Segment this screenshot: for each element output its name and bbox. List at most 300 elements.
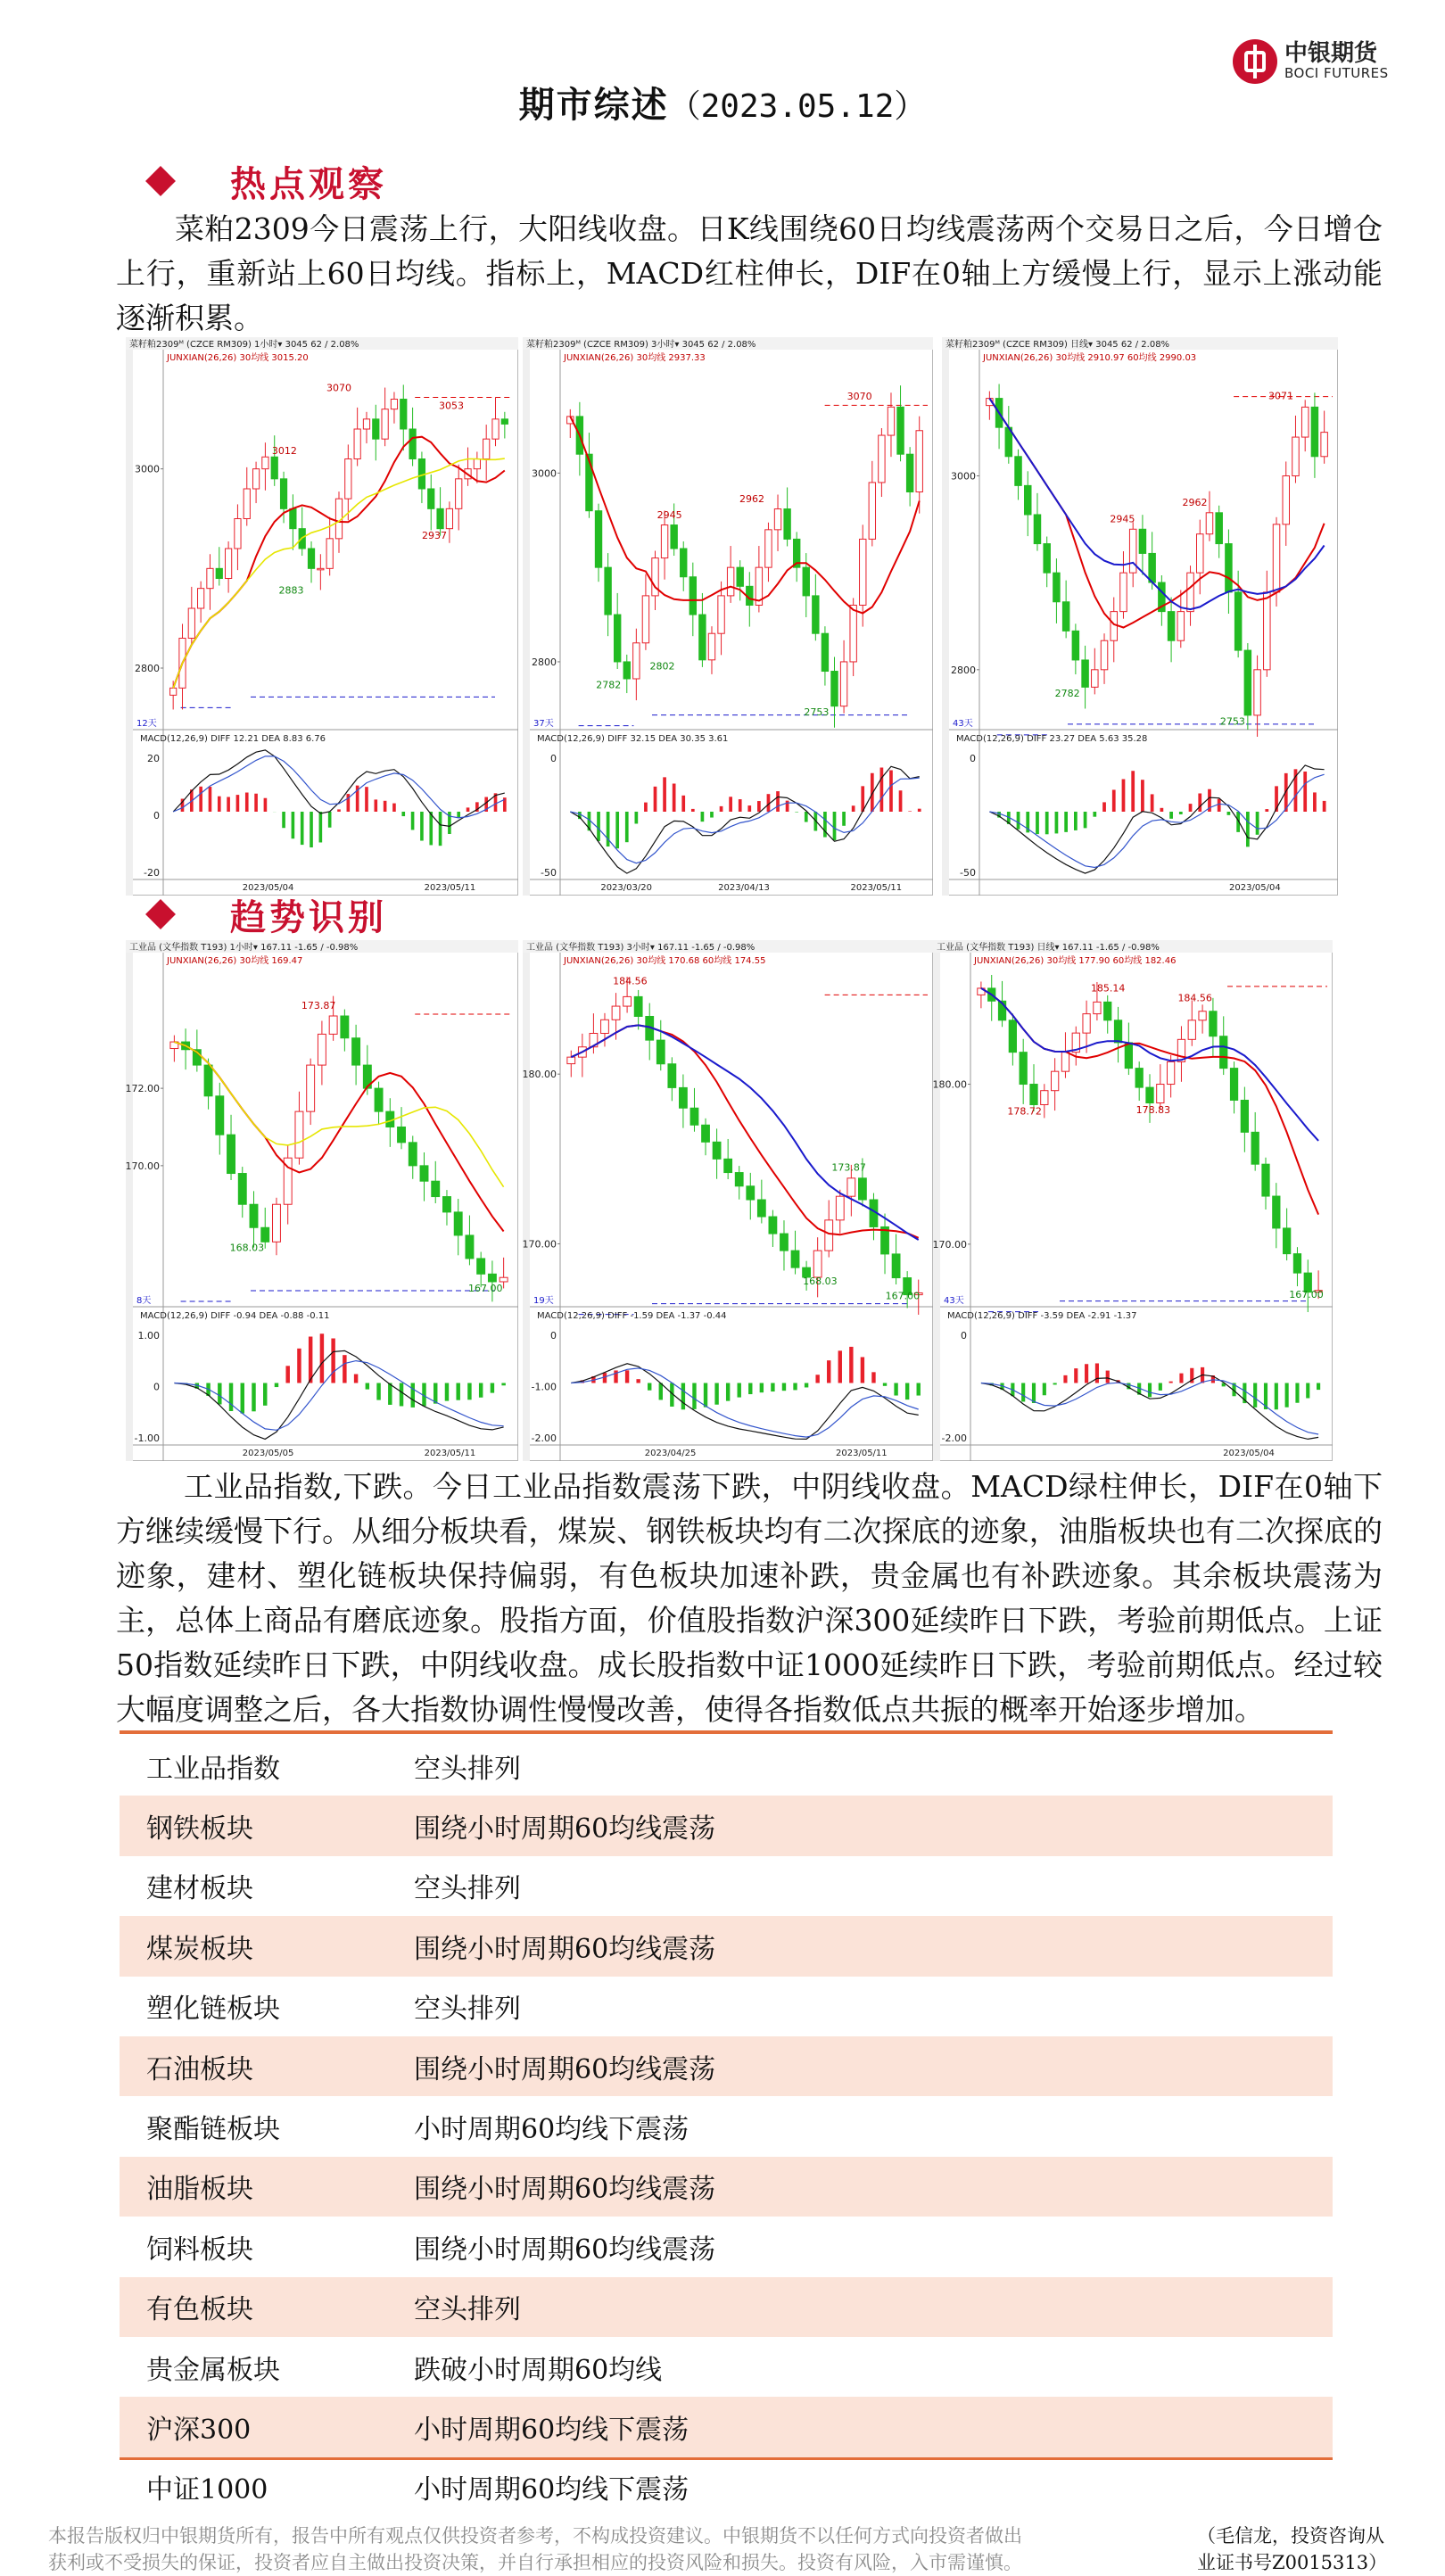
candle-body — [1082, 660, 1089, 687]
candle-body — [1168, 612, 1175, 641]
price-annotation: 3071 — [1267, 390, 1293, 402]
sector-name: 沪深300 — [120, 2397, 414, 2456]
candle-body — [1301, 407, 1309, 437]
candle-body — [1168, 1061, 1175, 1084]
candle-body — [879, 435, 885, 483]
price-annotation: 184.56 — [1177, 992, 1212, 1004]
candle-body — [718, 596, 724, 633]
sector-status: 空头排列 — [414, 1994, 521, 2026]
price-annotation: 178.72 — [1007, 1105, 1042, 1118]
candle-body — [840, 662, 846, 706]
macd-tick-label: -2.00 — [941, 1432, 967, 1444]
candle-body — [443, 1197, 451, 1212]
sector-status: 空头排列 — [414, 1753, 521, 1785]
candle-body — [170, 688, 177, 695]
candle-body — [382, 409, 388, 440]
price-annotation: 167.00 — [885, 1290, 921, 1302]
candle-body — [1196, 534, 1203, 573]
candle-body — [1114, 1020, 1121, 1043]
candle-body — [1053, 573, 1061, 602]
hot-paragraph: 菜粕2309今日震荡上行，大阳线收盘。日K线围绕60日均线震荡两个交易日之后，今日增仓上行，重新站上60日均线。指标上，MACD红柱伸长，DIF在0轴上方缓慢上行，显示上涨动能逐渐积累。 — [116, 211, 1383, 335]
section-hot-label: 热点观察 — [230, 162, 387, 205]
candle-body — [1251, 1132, 1259, 1164]
candle-body — [1083, 1014, 1090, 1034]
chart-header-text: 菜籽粕2309ᴹ (CZCE RM309) 3小时▾ 3045 62 / 2.08% — [526, 340, 756, 350]
candle-body — [244, 489, 250, 519]
table-row — [120, 2096, 1333, 2156]
y-tick-label: 3000 — [135, 463, 160, 475]
table-row — [120, 1977, 1333, 2036]
candle-body — [642, 596, 648, 643]
candle-body — [1234, 592, 1242, 650]
y-tick-label: 172.00 — [126, 1083, 160, 1095]
price-annotation: 2883 — [278, 584, 304, 597]
candle-body — [391, 400, 397, 409]
date-tick-label: 2023/04/13 — [718, 883, 770, 893]
candle-body — [375, 1088, 383, 1111]
candle-body — [680, 1087, 688, 1108]
price-annotation: 2937 — [421, 529, 447, 541]
candle-body — [341, 1016, 349, 1038]
disclaimer — [48, 2522, 1190, 2576]
ma-legend-text: JUNXIAN(26,26) 30均线 3015.20 — [167, 353, 309, 363]
candle-body — [295, 1111, 303, 1158]
candle-body — [432, 1181, 440, 1196]
candle-body — [1034, 515, 1041, 544]
candle-body — [699, 615, 706, 660]
candle-body — [437, 508, 443, 528]
macd-legend-text: MACD(12,26,9) DIFF 32.15 DEA 30.35 3.61 — [537, 734, 729, 744]
candle-body — [1020, 1053, 1027, 1085]
candle-body — [765, 530, 772, 567]
sector-name: 工业品指数 — [146, 1753, 280, 1785]
price-annotation: 3070 — [326, 382, 351, 394]
price-annotation: 2802 — [649, 660, 675, 673]
price-annotation: 173.87 — [301, 1000, 336, 1012]
chart-header-text: 工业品 (文华指数 T193) 3小时▾ 167.11 -1.65 / -0.98% — [526, 943, 756, 953]
chart-header-text: 工业品 (文华指数 T193) 1小时▾ 167.11 -1.65 / -0.98% — [129, 943, 359, 953]
candle-body — [668, 1064, 676, 1088]
candle-body — [500, 1277, 508, 1282]
candle-body — [492, 419, 499, 439]
logo-en: BOCI FUTURES — [1284, 64, 1389, 81]
candle-body — [1149, 553, 1156, 582]
candle-body — [1094, 1002, 1101, 1013]
macd-legend-text: MACD(12,26,9) DIFF -3.59 DEA -2.91 -1.37 — [947, 1311, 1137, 1321]
sector-status: 围绕小时周期60均线震荡 — [414, 1916, 1333, 1976]
diamond-bullet-icon — [145, 899, 176, 929]
candle-body — [892, 1254, 900, 1278]
price-annotation: 2945 — [656, 509, 682, 522]
candle-body — [822, 633, 828, 671]
price-annotation: 2782 — [596, 679, 622, 691]
candle-body — [737, 567, 743, 586]
candle-body — [869, 483, 875, 539]
candle-body — [727, 567, 733, 596]
candle-body — [273, 1204, 281, 1242]
macd-tick-label: 0 — [550, 753, 557, 764]
ma-legend-text: JUNXIAN(26,26) 30均线 2937.33 — [564, 353, 706, 363]
price-annotation: 178.83 — [1135, 1103, 1171, 1116]
candle-body — [1135, 1069, 1143, 1088]
candle-body — [1210, 1011, 1217, 1036]
days-count-label: 19天 — [533, 1296, 554, 1306]
candle-body — [1284, 1228, 1291, 1254]
candle-body — [1157, 1085, 1164, 1103]
sector-name: 中证1000 — [146, 2474, 268, 2506]
chart-header-text: 菜籽粕2309ᴹ (CZCE RM309) 1小时▾ 3045 62 / 2.08% — [129, 340, 359, 350]
candle-body — [1273, 524, 1280, 592]
candle-body — [784, 509, 790, 540]
table-row — [120, 1916, 1333, 1976]
candle-body — [225, 549, 231, 579]
candle-body — [1206, 513, 1213, 534]
date-tick-label: 2023/03/20 — [600, 883, 652, 893]
candle-body — [769, 1217, 777, 1234]
analyst-line-2: 业证书号Z0015313） — [1197, 2552, 1388, 2573]
candle-body — [428, 489, 434, 508]
macd-legend-text: MACD(12,26,9) DIFF 12.21 DEA 8.83 6.76 — [140, 734, 326, 744]
sector-status: 围绕小时周期60均线震荡 — [414, 2157, 1333, 2217]
price-annotation: 167.00 — [1289, 1288, 1324, 1300]
candle-body — [1283, 476, 1290, 524]
price-annotation: 2962 — [739, 493, 765, 506]
chart-header-text: 菜籽粕2309ᴹ (CZCE RM309) 日线▾ 3045 62 / 2.08% — [945, 340, 1170, 350]
sector-status: 围绕小时周期60均线震荡 — [414, 2036, 1333, 2096]
y-tick-label: 3000 — [951, 470, 976, 483]
sector-name: 塑化链板块 — [146, 1994, 280, 2026]
candle-body — [1262, 1164, 1269, 1196]
candle-body — [702, 1125, 710, 1142]
sector-status: 小时周期60均线下震荡 — [414, 2474, 689, 2506]
y-tick-label: 3000 — [532, 467, 557, 480]
candle-body — [252, 469, 259, 489]
macd-tick-label: 1.00 — [137, 1330, 160, 1342]
candle-body — [446, 508, 452, 528]
y-tick-label: 170.00 — [933, 1238, 967, 1251]
macd-tick-label: 20 — [147, 753, 160, 764]
candle-body — [352, 1038, 360, 1065]
days-count-label: 8天 — [136, 1296, 152, 1306]
candle-body — [1226, 544, 1233, 592]
macd-tick-label: 0 — [153, 810, 160, 822]
candle-body — [757, 1200, 765, 1217]
candle-body — [1061, 1053, 1069, 1072]
price-annotation: 168.03 — [803, 1276, 838, 1288]
candle-body — [1199, 1011, 1206, 1020]
table-top-rule — [120, 1730, 1333, 1734]
y-tick-label: 2800 — [951, 664, 976, 676]
table-bottom-rule — [120, 2457, 1333, 2460]
sector-name: 聚酯链板块 — [146, 2114, 280, 2146]
candle-body — [501, 419, 508, 425]
section-trend-label: 趋势识别 — [230, 896, 387, 938]
sector-status: 围绕小时周期60均线震荡 — [414, 2233, 716, 2266]
chart-industrial-3h — [523, 940, 933, 1461]
y-tick-label: 2800 — [135, 663, 160, 674]
candle-body — [261, 1227, 269, 1242]
candle-body — [813, 596, 819, 633]
days-count-label: 43天 — [953, 719, 973, 729]
candle-body — [398, 1127, 406, 1142]
left-scroll-gutter — [523, 953, 530, 1461]
macd-tick-label: 0 — [153, 1381, 160, 1393]
candle-body — [345, 459, 351, 500]
table-row — [120, 2036, 1333, 2096]
candle-body — [1264, 592, 1271, 670]
candle-body — [1273, 1196, 1280, 1228]
candle-body — [227, 1135, 235, 1173]
candle-body — [1321, 433, 1328, 457]
candle-body — [859, 1178, 867, 1200]
days-count-label: 43天 — [944, 1296, 964, 1306]
candle-body — [850, 605, 856, 661]
price-annotation: 168.03 — [229, 1242, 265, 1254]
candle-body — [595, 511, 601, 567]
candle-body — [634, 996, 642, 1016]
price-annotation: 2753 — [1219, 715, 1245, 728]
candle-body — [1146, 1087, 1153, 1102]
left-scroll-gutter — [523, 350, 530, 896]
candle-body — [1072, 631, 1079, 660]
candle-body — [605, 567, 611, 615]
candle-body — [420, 1166, 428, 1181]
ma-legend-text: JUNXIAN(26,26) 30均线 177.90 60均线 182.46 — [974, 956, 1177, 966]
candle-body — [888, 407, 894, 435]
candle-body — [409, 429, 416, 459]
candle-body — [1009, 1020, 1016, 1053]
candle-body — [1187, 573, 1194, 611]
candle-body — [689, 577, 696, 615]
candle-body — [409, 1143, 417, 1166]
left-scroll-gutter — [942, 350, 949, 896]
candle-body — [1092, 670, 1099, 688]
candle-body — [803, 567, 809, 596]
candle-body — [207, 568, 213, 588]
sector-status: 空头排列 — [414, 1873, 521, 1905]
candle-body — [1292, 437, 1300, 475]
candle-body — [623, 996, 632, 1006]
candle-body — [1311, 407, 1318, 456]
chart-rm-1h — [126, 337, 518, 896]
table-row — [120, 2157, 1333, 2217]
candle-body — [216, 568, 222, 578]
candle-body — [456, 479, 462, 509]
candle-body — [708, 633, 714, 660]
candle-body — [250, 1204, 258, 1227]
price-annotation: 3053 — [439, 400, 465, 412]
candle-body — [354, 429, 360, 459]
macd-tick-label: 0 — [961, 1330, 967, 1342]
y-tick-label: 180.00 — [933, 1078, 967, 1091]
sector-name: 有色板块 — [120, 2277, 414, 2337]
trend-paragraph: 工业品指数,下跌。今日工业品指数震荡下跌，中阴线收盘。MACD绿柱伸长，DIF在0轴下方继续缓慢下行。从细分板块看，煤炭、钢铁板块均有二次探底的迹象，油脂板块也有二次探底的迹象，建材、塑化链板块保持偏弱，有色板块加速补跌，贵金属也有补跌迹象。其余板块震荡为主，总体上商品有磨底迹象。股指方面，价值股指数沪深300延续昨日下跌，考验前期低点。上证50指数延续昨日下跌，中阴线收盘。成长股指数中证1000延续昨日下跌，考验前期低点。经过较大幅度调整之后，各大指数协调性慢慢改善，使得各指数低点共振的概率开始逐步增加。 — [116, 1469, 1383, 1727]
disclaimer-line-1: 本报告版权归中银期货所有，报告中所有观点仅供投资者参考，不构成投资建议。中银期货不以任何方式向投资者做出 — [48, 2525, 1022, 2547]
candle-body — [1220, 1036, 1227, 1069]
candle-body — [633, 643, 640, 679]
candle-body — [308, 549, 314, 568]
macd-legend-text: MACD(12,26,9) DIFF 23.27 DEA 5.63 35.28 — [956, 734, 1148, 744]
analyst-credential — [1197, 2522, 1429, 2576]
analyst-line-1: （毛信龙，投资咨询从 — [1197, 2525, 1384, 2547]
chart-industrial-daily — [933, 940, 1333, 1461]
chart-frame — [127, 338, 518, 896]
candle-body — [661, 525, 667, 558]
candle-body — [318, 1034, 326, 1065]
candle-body — [1254, 670, 1261, 715]
table-row — [120, 1736, 1333, 1796]
date-tick-label: 2023/05/05 — [242, 1449, 294, 1458]
candle-body — [198, 589, 204, 608]
candle-body — [454, 1212, 462, 1235]
price-annotation: 2753 — [804, 706, 830, 719]
candle-body — [1062, 602, 1069, 632]
candle-body — [813, 1251, 822, 1277]
candle-body — [791, 1251, 799, 1267]
candle-body — [656, 1040, 665, 1064]
date-tick-label: 2023/05/11 — [424, 883, 476, 893]
price-annotation: 2962 — [1182, 497, 1208, 509]
candle-body — [483, 439, 490, 458]
date-tick-label: 2023/05/04 — [1229, 883, 1281, 893]
price-annotation: 167.00 — [468, 1282, 503, 1294]
y-tick-label: 170.00 — [126, 1160, 160, 1172]
candle-body — [1041, 1091, 1048, 1105]
candle-body — [780, 1234, 789, 1251]
candle-body — [466, 1235, 474, 1259]
candle-body — [1293, 1254, 1300, 1274]
logo-cn: 中银期货 — [1284, 40, 1378, 68]
candle-body — [238, 1174, 246, 1205]
sector-name: 油脂板块 — [120, 2157, 414, 2217]
candle-body — [326, 539, 333, 569]
candle-body — [1241, 1100, 1248, 1132]
candle-body — [1120, 573, 1127, 611]
candle-body — [262, 457, 268, 468]
candle-body — [400, 400, 407, 430]
macd-tick-label: -1.00 — [134, 1432, 160, 1444]
candle-body — [601, 1020, 609, 1033]
price-annotation: 185.14 — [1090, 982, 1126, 995]
candle-body — [216, 1096, 224, 1135]
candle-body — [1111, 612, 1118, 641]
candle-body — [1188, 1020, 1195, 1040]
price-annotation: 184.56 — [613, 975, 648, 987]
candle-body — [860, 539, 866, 605]
candle-body — [1101, 640, 1108, 670]
page-title-text: 期市综述 — [518, 84, 669, 126]
candle-body — [1230, 1069, 1237, 1101]
date-tick-label: 2023/05/04 — [1223, 1449, 1275, 1458]
candle-body — [897, 407, 904, 454]
left-scroll-gutter — [126, 350, 133, 896]
sector-name: 煤炭板块 — [120, 1916, 414, 1976]
price-annotation: 3012 — [271, 444, 297, 457]
left-scroll-gutter — [933, 953, 940, 1461]
candle-body — [363, 419, 369, 429]
table-row — [120, 2457, 1333, 2517]
macd-tick-label: 0 — [970, 753, 976, 764]
date-tick-label: 2023/05/11 — [850, 883, 903, 893]
macd-tick-label: -2.00 — [531, 1432, 557, 1444]
candle-body — [906, 454, 912, 491]
chart-rm-3h — [523, 337, 933, 896]
ma-legend-text: JUNXIAN(26,26) 30均线 170.68 60均线 174.55 — [564, 956, 766, 966]
candle-body — [713, 1142, 721, 1159]
candle-body — [318, 568, 324, 570]
sector-name: 建材板块 — [146, 1873, 253, 1905]
sector-trend-table — [120, 1736, 1333, 2517]
candle-body — [488, 1274, 496, 1282]
sector-name: 贵金属板块 — [146, 2354, 280, 2386]
candle-body — [474, 459, 480, 469]
candle-body — [271, 457, 277, 479]
candle-body — [1015, 457, 1022, 486]
candle-body — [329, 1016, 337, 1034]
left-scroll-gutter — [126, 953, 133, 1461]
date-tick-label: 2023/05/11 — [836, 1449, 888, 1458]
table-row — [120, 1856, 1333, 1916]
macd-tick-label: -20 — [144, 867, 160, 879]
candle-body — [290, 508, 296, 528]
price-annotation: 3070 — [846, 390, 872, 402]
candle-body — [681, 549, 687, 577]
table-row — [120, 2277, 1333, 2337]
candle-body — [747, 1186, 755, 1200]
y-tick-label: 180.00 — [523, 1069, 557, 1081]
sector-status: 空头排列 — [414, 2277, 1333, 2337]
macd-tick-label: 0 — [550, 1330, 557, 1342]
candle-body — [1024, 485, 1031, 515]
sector-status: 小时周期60均线下震荡 — [414, 2397, 1333, 2456]
days-count-label: 37天 — [533, 719, 554, 729]
candle-body — [477, 1259, 485, 1274]
chart-rm-daily — [942, 337, 1338, 896]
candle-body — [916, 431, 922, 492]
sector-name: 饲料板块 — [146, 2233, 253, 2266]
candle-body — [1125, 1043, 1132, 1069]
price-annotation: 2945 — [1110, 513, 1135, 525]
sector-name: 钢铁板块 — [120, 1796, 414, 1855]
candle-body — [204, 1065, 212, 1096]
candle-body — [831, 672, 838, 706]
candle-body — [690, 1108, 698, 1125]
section-trend-heading — [150, 892, 387, 937]
candle-body — [612, 1006, 620, 1020]
y-tick-label: 2800 — [532, 656, 557, 668]
date-tick-label: 2023/04/25 — [644, 1449, 697, 1458]
candle-body — [1052, 1071, 1059, 1091]
candle-body — [1030, 1085, 1037, 1105]
candle-body — [724, 1159, 732, 1172]
chart-industrial-1h — [126, 940, 518, 1461]
macd-legend-text: MACD(12,26,9) DIFF -1.59 DEA -1.37 -0.44 — [537, 1311, 727, 1321]
candle-body — [1216, 513, 1223, 544]
date-tick-label: 2023/05/11 — [424, 1449, 476, 1458]
price-annotation: 2782 — [1054, 688, 1080, 700]
days-count-label: 12天 — [136, 719, 157, 729]
candle-body — [1244, 650, 1251, 715]
table-row — [120, 2337, 1333, 2397]
y-tick-label: 170.00 — [523, 1238, 557, 1251]
macd-tick-label: -50 — [960, 867, 976, 879]
sector-name: 石油板块 — [120, 2036, 414, 2096]
candle-body — [567, 1057, 575, 1063]
date-tick-label: 2023/05/04 — [242, 883, 294, 893]
candle-body — [836, 1196, 844, 1220]
price-annotation: 173.87 — [831, 1161, 866, 1174]
candle-body — [671, 525, 677, 549]
